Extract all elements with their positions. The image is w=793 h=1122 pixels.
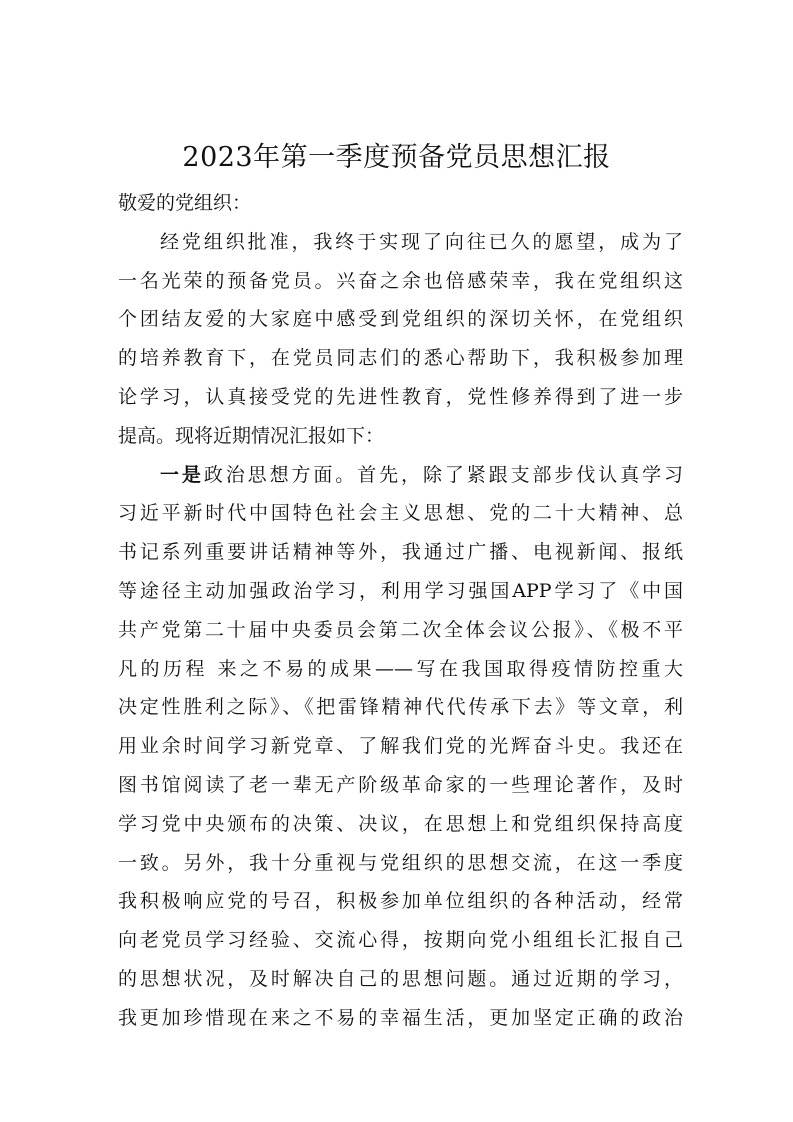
paragraph-line: 等途径主动加强政治学习，利用学习强国APP学习了《中国 [118, 579, 683, 602]
paragraph-line: 我积极响应党的号召，积极参加单位组织的各种活动，经常 [118, 890, 683, 913]
paragraph-line [118, 456, 683, 495]
paragraph-line: 的培养教育下，在党员同志们的悉心帮助下，我积极参加理 [118, 347, 683, 370]
paragraph-line: 论学习，认真接受党的先进性教育，党性修养得到了进一步 [118, 385, 683, 408]
paragraph-line: 共产党第二十届中央委员会第二次全体会议公报》、《极不平 [118, 618, 683, 641]
section-lead: 一是 [160, 463, 204, 486]
paragraph-line: 书记系列重要讲话精神等外，我通过广播、电视新闻、报纸 [118, 541, 683, 564]
page-title: 2023年第一季度预备党员思想汇报 [182, 142, 611, 173]
paragraph-line: 学习党中央颁布的决策、决议，在思想上和党组织保持高度 [118, 812, 683, 835]
paragraph-1 [118, 223, 683, 456]
salutation: 敬爱的党组织： [118, 192, 252, 214]
paragraph-line: 图书馆阅读了老一辈无产阶级革命家的一些理论著作，及时 [118, 773, 683, 796]
paragraph-line: 经党组织批准，我终于实现了向往已久的愿望，成为了 [160, 230, 683, 253]
paragraph-2 [118, 456, 683, 1038]
paragraph-line: 的思想状况，及时解决自己的思想问题。通过近期的学习， [118, 967, 683, 990]
document-body [118, 184, 683, 1038]
section-lead-text: 政治思想方面。首先，除了紧跟支部步伐认真学习 [203, 463, 683, 486]
paragraph-line: 向老党员学习经验、交流心得，按期向党小组组长汇报自己 [118, 929, 683, 952]
paragraph-line: 凡的历程 来之不易的成果——写在我国取得疫情防控重大 [118, 657, 683, 680]
paragraph-line: 一名光荣的预备党员。兴奋之余也倍感荣幸，我在党组织这 [118, 269, 683, 292]
paragraph-line: 用业余时间学习新党章、了解我们党的光辉奋斗史。我还在 [118, 735, 683, 758]
paragraph-line: 我更加珍惜现在来之不易的幸福生活，更加坚定正确的政治 [118, 1006, 683, 1029]
paragraph-line: 个团结友爱的大家庭中感受到党组织的深切关怀，在党组织 [118, 308, 683, 331]
paragraph-line: 一致。另外，我十分重视与党组织的思想交流，在这一季度 [118, 851, 683, 874]
paragraph-line: 决定性胜利之际》、《把雷锋精神代代传承下去》等文章，利 [118, 696, 683, 719]
paragraph-line: 习近平新时代中国特色社会主义思想、党的二十大精神、总 [118, 502, 683, 525]
paragraph-line: 提高。现将近期情况汇报如下： [118, 424, 385, 447]
